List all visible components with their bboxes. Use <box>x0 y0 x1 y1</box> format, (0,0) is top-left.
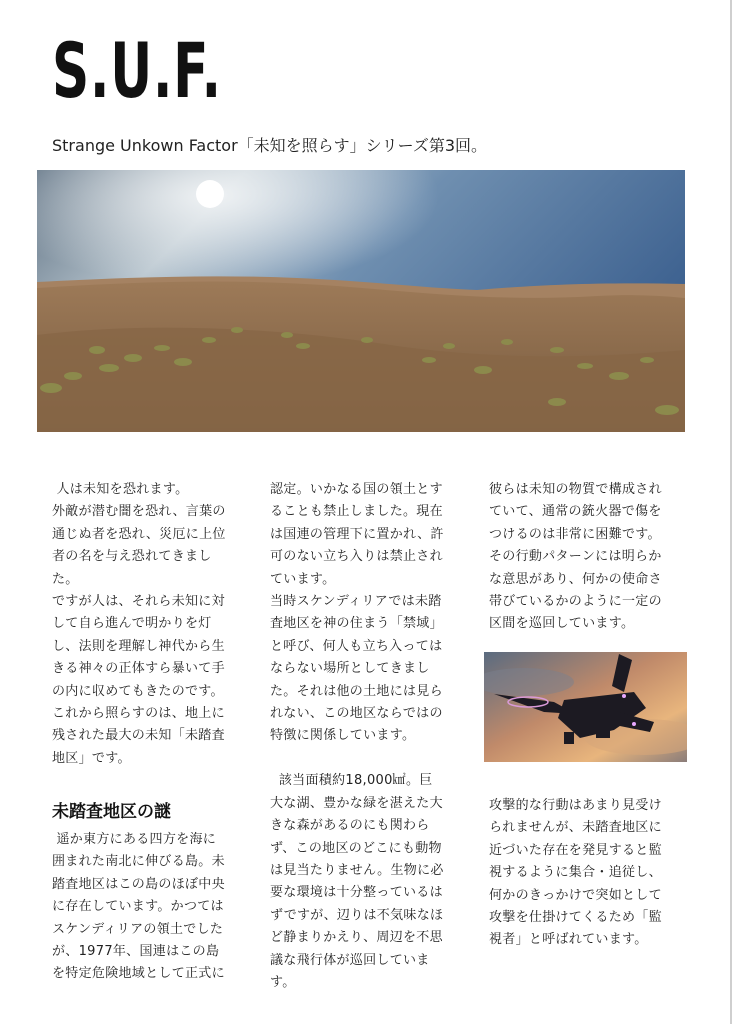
text-line: ていて、通常の銃火器で傷を <box>489 504 662 520</box>
text-line: 区間を巡回しています。 <box>489 616 635 632</box>
text-line: 何かのきっかけで突如として <box>489 887 662 903</box>
text-line: は見当たりません。生物に必 <box>270 862 444 878</box>
intro-column <box>52 479 242 770</box>
text-line: ですが人は、それら未知に対 <box>52 594 225 610</box>
text-line: ることも禁止しました。現在 <box>270 504 443 520</box>
text-line: ず、この地区のどこにも動物 <box>270 840 442 856</box>
text-line: ど静まりかえり、周辺を不思 <box>270 930 443 946</box>
text-line: られませんが、未踏査地区に <box>489 820 662 836</box>
text-line: 残された最大の未知「未踏査 <box>52 728 225 744</box>
text-line: 人は未知を恐れます。 <box>52 482 189 497</box>
text-line: れない、この地区ならではの <box>270 706 443 722</box>
text-line: 視者」と呼ばれています。 <box>489 932 648 948</box>
text-line: と呼び、何人も立ち入っては <box>270 638 443 654</box>
text-line: 近づいた存在を発見すると監 <box>489 842 662 858</box>
middle-column <box>270 479 462 994</box>
text-line: の内に収めてもきたのです。 <box>52 683 224 699</box>
text-line: 通じぬ者を恐れ、災厄に上位 <box>52 526 226 542</box>
text-line: 地区」です。 <box>52 750 131 766</box>
right-column-top <box>489 479 681 636</box>
text-line: これから照らすのは、地上に <box>52 706 225 722</box>
text-line: 査地区を神の住まう「禁域」 <box>270 616 443 632</box>
text-line: し、法則を理解し神代から生 <box>52 638 225 654</box>
text-line: 踏査地区はこの島のほぼ中央 <box>52 876 225 892</box>
text-line: その行動パターンには明らか <box>489 549 662 565</box>
subtitle: Strange Unkown Factor「未知を照らす」シリーズ第3回。 <box>52 136 488 155</box>
text-line: 認定。いかなる国の領土とす <box>270 482 443 497</box>
text-line: 遥か東方にある四方を海に <box>52 832 217 847</box>
text-line: きな森があるのにも関わら <box>270 818 430 834</box>
text-line: な意思があり、何かの使命さ <box>489 571 662 587</box>
text-line: す。 <box>270 974 296 990</box>
text-line: 当時スケンディリアでは未踏 <box>270 594 442 610</box>
text-line: きる神々の正体すら暴いて手 <box>52 661 225 677</box>
text-line: に存在しています。かつては <box>52 899 224 915</box>
text-line: が、1977年、国連はこの島 <box>52 944 220 960</box>
text-line: 大な湖、豊かな緑を湛えた大 <box>270 795 443 811</box>
text-line: 囲まれた南北に伸びる島。未 <box>52 854 225 870</box>
text-line: 該当面積約18,000㎢。巨 <box>270 773 433 789</box>
text-line: ています。 <box>270 571 336 587</box>
text-line: 帯びているかのように一定の <box>489 594 662 610</box>
text-line: 議な飛行体が巡回していま <box>270 952 430 968</box>
text-line: して自ら進んで明かりを灯 <box>52 616 212 632</box>
text-line: 攻撃的な行動はあまり見受け <box>489 798 662 813</box>
text-line: 攻撃を仕掛けてくるため「監 <box>489 910 662 926</box>
text-line: 者の名を与え恐れてきまし <box>52 549 212 565</box>
text-line: 彼らは未知の物質で構成され <box>489 482 662 497</box>
text-line: ならない場所としてきまし <box>270 661 430 677</box>
text-line: 特徴に関係しています。 <box>270 728 416 744</box>
text-line: 外敵が潜む闇を恐れ、言葉の <box>52 504 226 520</box>
text-line: スケンディリアの領土でした <box>52 921 224 937</box>
text-line: つけるのは非常に困難です。 <box>489 526 661 542</box>
section-heading: 未踏査地区の謎 <box>52 802 171 822</box>
text-line: た。 <box>52 571 79 587</box>
text-line: ずですが、辺りは不気味なほ <box>270 907 444 923</box>
text-line: 視するように集合・追従し、 <box>489 865 662 881</box>
text-line: 要な環境は十分整っているは <box>270 885 443 901</box>
section-body <box>52 829 242 986</box>
text-line <box>270 748 462 770</box>
drone-craft-image <box>484 652 687 762</box>
logo-title: S.U.F. <box>52 26 222 115</box>
right-column-bottom <box>489 795 681 952</box>
text-line: は国連の管理下に置かれ、許 <box>270 526 444 542</box>
text-line: 可のない立ち入りは禁止され <box>270 549 443 565</box>
text-line: た。それは他の土地には見ら <box>270 683 443 699</box>
hero-desert-image <box>37 170 685 432</box>
text-line: を特定危険地域として正式に <box>52 966 225 982</box>
